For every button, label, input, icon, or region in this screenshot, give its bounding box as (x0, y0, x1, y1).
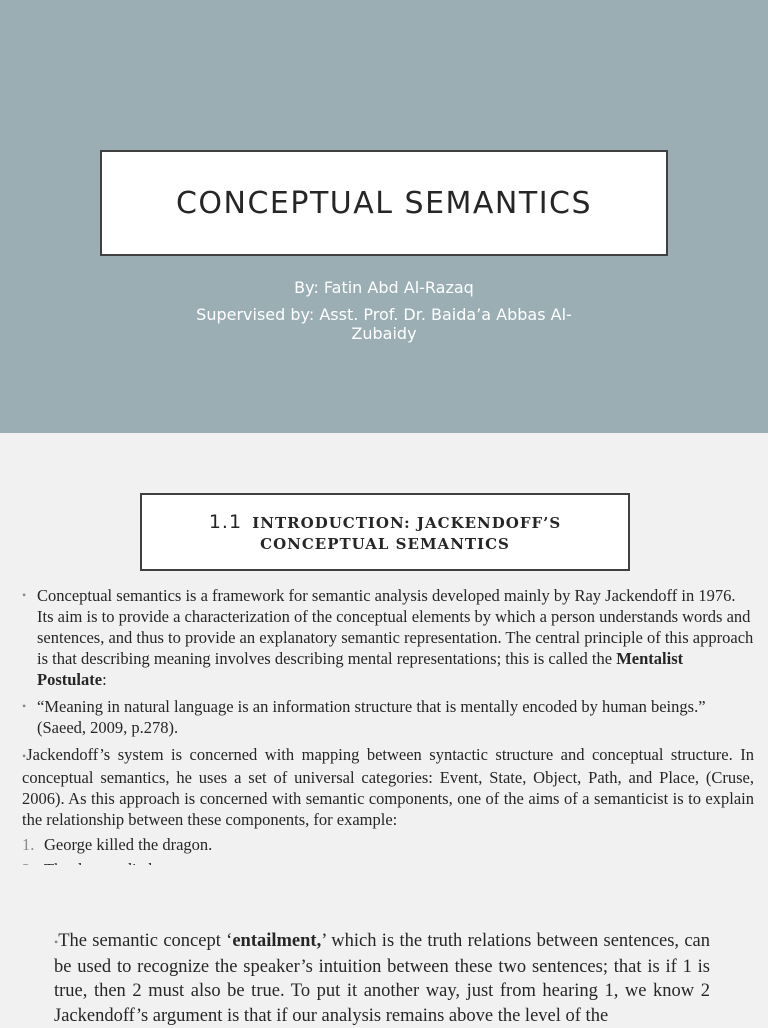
paragraph (22, 744, 754, 830)
example-text: George killed the dragon. (44, 835, 213, 854)
example-number: 1. (22, 835, 35, 854)
paragraph-text: Jackendoff’s system is concerned with mapping between syntactic structure and conceptual structure. In conceptual semantics, he uses a set of universal categories: Event, State, Object, Path, and Place, (Cruse, 2006). As this approach is concerned with semantic components, one of the aims of a semanticist is to explain the relationship between these components, for example: (22, 745, 754, 829)
bullet-1-end: : (102, 670, 107, 689)
entailment-slide (0, 865, 768, 1024)
supervisor-line (180, 305, 588, 343)
entailment-text-before: The semantic concept ‘ (58, 931, 233, 951)
section-heading-box (140, 493, 630, 571)
entailment-text-after: ’ which is the truth relations between sentences, can be used to recognize the speaker’s intuition between these two sentences; that is if 1 is true, then 2 must also be true. To put it another way, just from hearing 1, we know 2 Jackendoff’s argument is that if our analysis remains above the level of the (54, 931, 710, 1026)
section-heading-line-1 (209, 511, 561, 533)
bullet-1-text: Conceptual semantics is a framework for semantic analysis developed mainly by Ray Jackendoff in 1976. Its aim is to provide a characterization of the conceptual elements by which a person understands words and sentences, and thus to provide an explanatory semantic representation. The central principle of this approach is that describing meaning involves describing mental representations; this is called the (37, 586, 754, 668)
example-item (22, 834, 754, 855)
bullet-marker: • (22, 749, 27, 763)
title-box (100, 150, 668, 256)
slide-title: CONCEPTUAL SEMANTICS (175, 185, 593, 221)
bullet-marker: • (22, 588, 27, 602)
author-line: By: Fatin Abd Al-Razaq (294, 278, 474, 297)
bullet-item (22, 696, 754, 738)
bullet-item (22, 585, 754, 690)
slide-content (22, 585, 754, 880)
bullet-marker: • (54, 935, 59, 949)
entailment-paragraph (54, 929, 710, 1028)
bullet-marker: • (22, 699, 27, 713)
title-slide (0, 0, 768, 433)
mentalist-postulate-term: Mentalist Postulate (37, 649, 684, 689)
intro-slide (0, 433, 768, 865)
supervisor-line-1: Supervised by: Asst. Prof. Dr. Baida’a Abbas Al- (196, 305, 572, 324)
supervisor-line-2: Zubaidy (351, 324, 417, 343)
section-heading-text-2: CONCEPTUAL SEMANTICS (260, 535, 510, 553)
section-heading-text-1: INTRODUCTION: JACKENDOFF’S (252, 514, 562, 532)
entailment-term: entailment, (232, 931, 322, 951)
section-number: 1.1 (208, 511, 243, 533)
bullet-2-text: “Meaning in natural language is an information structure that is mentally encoded by human beings.” (Saeed, 2009, p.278). (37, 697, 706, 737)
